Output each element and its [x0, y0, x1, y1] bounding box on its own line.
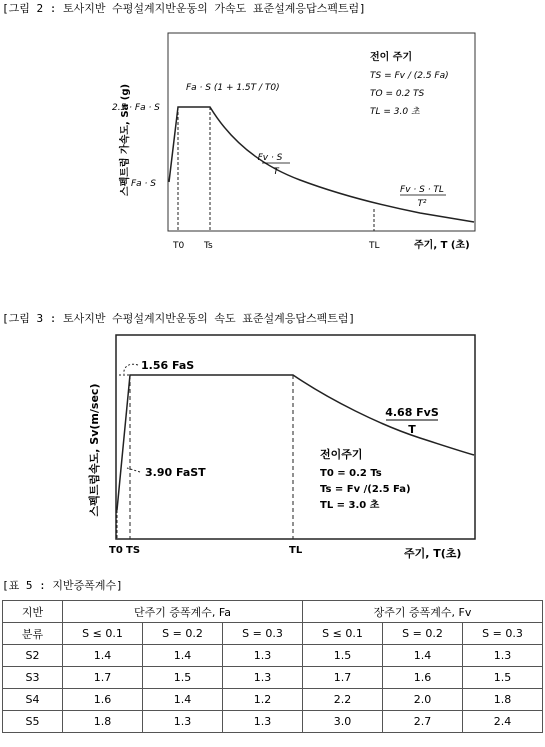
x-tick-ts: TS [126, 545, 141, 556]
velocity-curve [117, 375, 474, 510]
transition-line-3: TL = 3.0 초 [370, 107, 420, 117]
acceleration-curve [169, 107, 474, 222]
transition-line-3: TL = 3.0 초 [320, 500, 380, 511]
sub-header: S = 0.3 [463, 623, 543, 645]
plot-frame [168, 33, 475, 231]
y-tick-top: 2.5 · Fa · S [112, 103, 160, 113]
table-row [3, 645, 543, 667]
plateau-arrow [124, 364, 138, 374]
figure-3-velocity-spectrum [0, 330, 545, 570]
site-class-header-bottom: 분류 [3, 623, 63, 645]
table-cell: 2.4 [463, 711, 543, 733]
site-class-header-top: 지반 [3, 601, 63, 623]
table-cell: 1.4 [63, 645, 143, 667]
ramp-formula: Fa · S (1 + 1.5T / T0) [186, 83, 280, 93]
transition-line-2: TO = 0.2 TS [370, 89, 425, 99]
amplification-factor-table [2, 600, 543, 733]
site-class-cell: S5 [3, 711, 63, 733]
table-cell: 1.5 [143, 667, 223, 689]
table-cell: 2.7 [383, 711, 463, 733]
x-tick-tl: TL [369, 241, 380, 251]
tail-formula-num: 4.68 FvS [385, 406, 439, 419]
transition-title: 전이주기 [320, 448, 363, 461]
table-cell: 1.5 [463, 667, 543, 689]
site-class-cell: S4 [3, 689, 63, 711]
table-cell: 1.3 [143, 711, 223, 733]
table-cell: 1.6 [383, 667, 463, 689]
table-cell: 1.4 [143, 645, 223, 667]
x-tick-ts: Ts [204, 241, 213, 251]
tail-formula-den: T² [417, 199, 427, 209]
tail-formula-num: Fv · S · TL [400, 185, 444, 195]
tail-formula-den: T [408, 423, 416, 436]
y-axis-label: 스펙트럼속도, Sv(m/sec) [88, 383, 101, 517]
table-cell: 1.8 [463, 689, 543, 711]
mid-formula-num: Fv · S [257, 153, 283, 163]
table-cell: 1.3 [463, 645, 543, 667]
site-class-cell: S3 [3, 667, 63, 689]
table-cell: 3.0 [303, 711, 383, 733]
fv-group-header: 장주기 증폭계수, Fv [303, 601, 543, 623]
x-axis-label: 주기, T (초) [414, 240, 470, 251]
mid-formula-den: T [273, 167, 279, 177]
table-group-header-row [3, 601, 543, 623]
table-row [3, 667, 543, 689]
table-cell: 1.5 [303, 645, 383, 667]
plateau-label: 1.56 FaS [141, 359, 195, 372]
table-cell: 1.3 [223, 667, 303, 689]
sub-header: S = 0.2 [383, 623, 463, 645]
table-cell: 2.2 [303, 689, 383, 711]
x-tick-t0: T0 [109, 545, 123, 556]
fa-group-header: 단주기 증폭계수, Fa [63, 601, 303, 623]
transition-line-1: TS = Fv / (2.5 Fa) [370, 71, 449, 81]
table-sub-header-row [3, 623, 543, 645]
ramp-label: 3.90 FaST [145, 466, 206, 479]
table-cell: 1.4 [143, 689, 223, 711]
y-axis-label: 스펙트럼 가속도, Sa (g) [120, 83, 131, 197]
figure-2-caption: [그림 2 : 토사지반 수평설계지반운동의 가속도 표준설계응답스펙트럼] [2, 2, 366, 15]
table-cell: 1.4 [383, 645, 463, 667]
transition-line-2: Ts = Fv /(2.5 Fa) [320, 484, 411, 495]
figure-3-caption: [그림 3 : 토사지반 수평설계지반운동의 속도 표준설계응답스펙트럼] [2, 312, 356, 325]
x-tick-t0: T0 [173, 241, 185, 251]
y-tick-bottom: Fa · S [131, 179, 156, 189]
x-axis-label: 주기, T(초) [404, 547, 462, 560]
sub-header: S ≤ 0.1 [63, 623, 143, 645]
transition-title: 전이 주기 [370, 52, 413, 63]
table-cell: 1.7 [303, 667, 383, 689]
table-cell: 2.0 [383, 689, 463, 711]
ramp-arrow [127, 468, 140, 472]
table-cell: 1.6 [63, 689, 143, 711]
sub-header: S = 0.3 [223, 623, 303, 645]
table-cell: 1.2 [223, 689, 303, 711]
site-class-cell: S2 [3, 645, 63, 667]
x-tick-tl: TL [289, 545, 303, 556]
table-row [3, 711, 543, 733]
table-5-caption: [표 5 : 지반증폭계수] [2, 579, 123, 592]
figure-2-acceleration-spectrum [0, 14, 545, 274]
table-row [3, 689, 543, 711]
sub-header: S = 0.2 [143, 623, 223, 645]
table-cell: 1.8 [63, 711, 143, 733]
table-cell: 1.7 [63, 667, 143, 689]
table-cell: 1.3 [223, 711, 303, 733]
sub-header: S ≤ 0.1 [303, 623, 383, 645]
transition-line-1: T0 = 0.2 Ts [320, 468, 382, 479]
table-cell: 1.3 [223, 645, 303, 667]
